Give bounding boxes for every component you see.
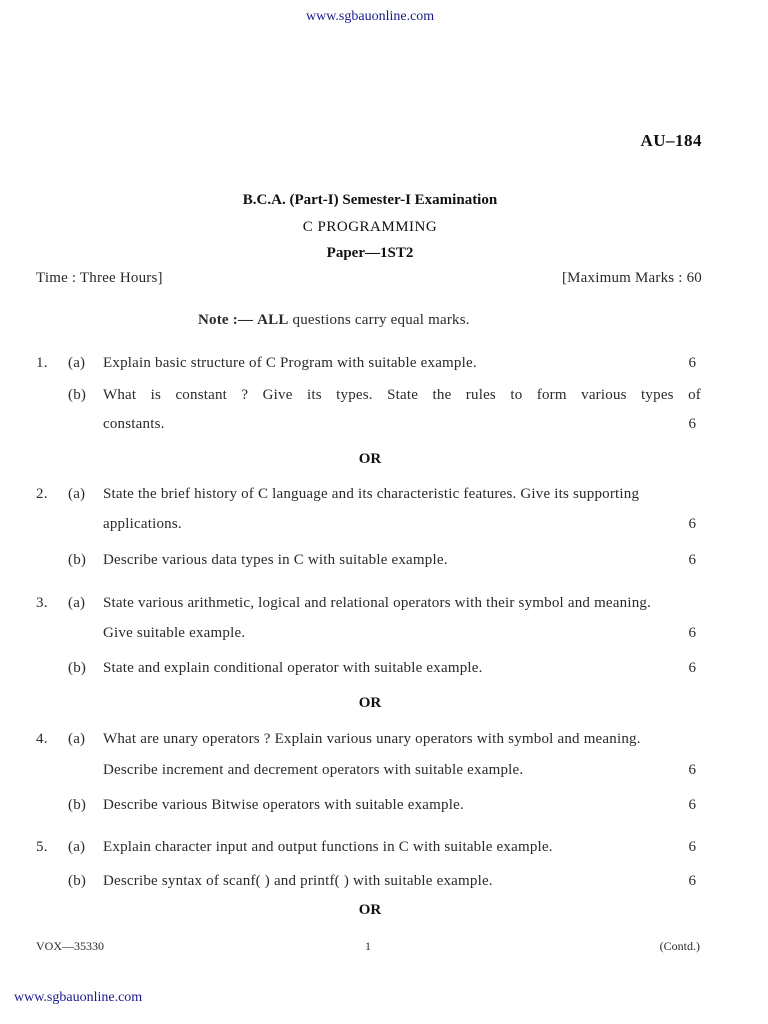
subject-title: C PROGRAMMING [302,219,438,235]
subpart-tag: (b) [68,387,87,403]
page-number: 1 [365,939,371,953]
note-emphasis: ALL [257,312,289,328]
question-text: State the brief history of C language and its characteristic features. Give its supporting [103,486,640,502]
question-marks: 6 [688,762,696,778]
continued-label: (Contd.) [659,939,700,953]
question-marks: 6 [688,625,696,641]
question-text-cont: Give suitable example. [103,625,246,641]
note-text: questions carry equal marks. [292,312,470,328]
question-number: 1. [36,355,48,371]
subpart-tag: (b) [68,552,87,568]
question-marks: 6 [688,355,696,371]
question-marks: 6 [688,552,696,568]
question-marks: 6 [688,660,696,676]
subpart-tag: (a) [68,355,86,371]
question-number: 5. [36,839,48,855]
subpart-tag: (b) [68,797,87,813]
or-divider: OR [358,451,382,467]
question-marks: 6 [688,797,696,813]
subpart-tag: (a) [68,595,86,611]
question-text: Describe various Bitwise operators with suitable example. [103,797,464,813]
question-marks: 6 [688,839,696,855]
note-label: Note :— [198,312,254,328]
question-text-cont: constants. [103,416,165,432]
subpart-tag: (a) [68,731,86,747]
paper-code: AU–184 [640,131,702,150]
footer-code: VOX—35330 [36,939,104,953]
subpart-tag: (a) [68,839,86,855]
website-bottom-link[interactable]: www.sgbauonline.com [14,990,143,1005]
question-number: 4. [36,731,48,747]
question-number: 3. [36,595,48,611]
subpart-tag: (b) [68,660,87,676]
question-text-cont: Describe increment and decrement operators with suitable example. [103,762,524,778]
time-label: Time : Three Hours] [36,270,163,286]
max-marks-label: [Maximum Marks : 60 [561,270,702,286]
subpart-tag: (b) [68,873,87,889]
question-marks: 6 [688,416,696,432]
question-text: State and explain conditional operator with suitable example. [103,660,483,676]
question-text: Explain character input and output functions in C with suitable example. [103,839,553,855]
paper-number: Paper—1ST2 [326,245,414,261]
question-number: 2. [36,486,48,502]
exam-title: B.C.A. (Part-I) Semester-I Examination [242,192,498,208]
question-text-cont: applications. [103,516,182,532]
question-text: What are unary operators ? Explain various unary operators with symbol and meaning. [103,731,641,747]
question-text: Describe various data types in C with suitable example. [103,552,448,568]
note-line [198,312,470,329]
question-text: Describe syntax of scanf( ) and printf( ) with suitable example. [103,873,493,889]
question-marks: 6 [688,516,696,532]
question-marks: 6 [688,873,696,889]
subpart-tag: (a) [68,486,86,502]
question-text: State various arithmetic, logical and relational operators with their symbol and meaning. [103,595,652,611]
question-text: What is constant ? Give its types. State the rules to form various types of [103,387,701,403]
website-top-link[interactable]: www.sgbauonline.com [306,9,435,24]
question-text: Explain basic structure of C Program with suitable example. [103,355,477,371]
or-divider: OR [358,902,382,918]
or-divider: OR [358,695,382,711]
